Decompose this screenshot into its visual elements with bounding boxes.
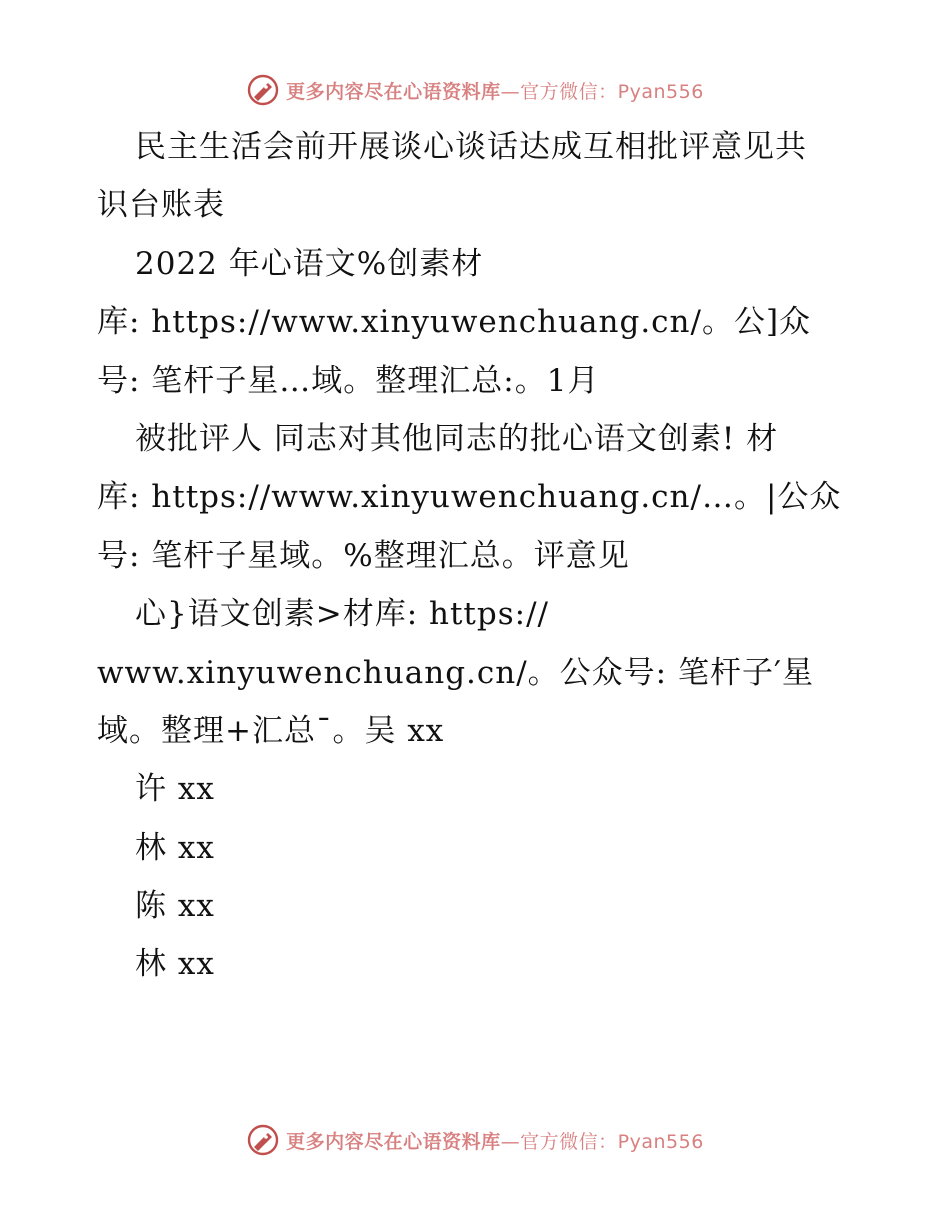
- footer-banner-text: [286, 1127, 704, 1154]
- footer-brand-text: 更多内容尽在心语资料库: [286, 1130, 501, 1153]
- document-line: 库: https://www.xinyuwenchuang.cn/…。|公众: [97, 479, 842, 516]
- pen-nib-logo-icon: [246, 1123, 280, 1157]
- document-line: 陈 xx: [135, 888, 215, 925]
- document-line: 域。整理+汇总¯。吴 xx: [97, 712, 445, 749]
- document-line: 2022 年心语文%创素材: [135, 245, 484, 282]
- header-banner: [0, 70, 950, 110]
- document-line: 民主生活会前开展谈心谈话达成互相批评意见共: [135, 129, 807, 165]
- document-line: 库: https://www.xinyuwenchuang.cn/。公]众: [97, 304, 812, 341]
- footer-separator: —: [500, 1130, 521, 1153]
- document-line: 心}语文创素>材库: https://: [135, 596, 549, 633]
- header-separator: —: [500, 80, 521, 103]
- document-line: 许 xx: [135, 771, 215, 808]
- document-line: 被批评人 同志对其他同志的批心语文创素! 材: [135, 420, 779, 457]
- header-wechat-text: 官方微信：Pyan556: [520, 80, 704, 103]
- footer-banner: [0, 1120, 950, 1160]
- document-line: 林 xx: [135, 829, 215, 866]
- document-line: www.xinyuwenchuang.cn/。公众号: 笔杆子′星: [97, 654, 815, 691]
- footer-wechat-text: 官方微信：Pyan556: [520, 1130, 704, 1153]
- document-line: 识台账表: [97, 187, 225, 224]
- header-brand-text: 更多内容尽在心语资料库: [286, 80, 501, 103]
- document-line: 林 xx: [135, 946, 215, 983]
- header-banner-text: [286, 77, 704, 104]
- pen-nib-logo-icon: [246, 73, 280, 107]
- document-line: 号: 笔杆子星…域。整理汇总:。1月: [97, 362, 600, 399]
- document-line: 号: 笔杆子星域。%整理汇总。评意见: [97, 537, 630, 574]
- document-body: [97, 118, 867, 994]
